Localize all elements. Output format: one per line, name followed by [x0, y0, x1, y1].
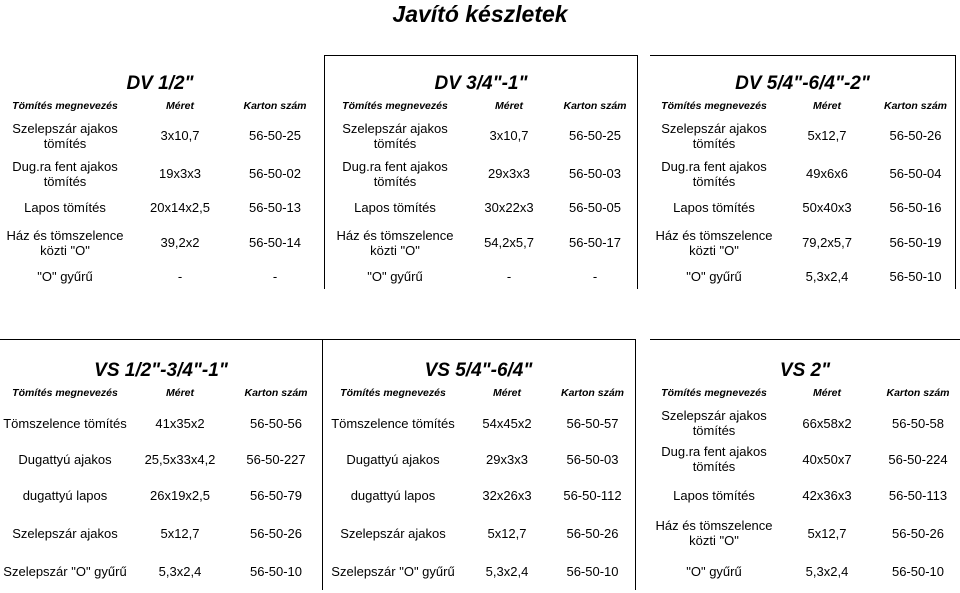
- part-name: Szelepszár "O" gyűrű: [331, 563, 455, 579]
- table-row: [0, 263, 320, 289]
- part-size: -: [506, 268, 512, 284]
- table-row: [650, 154, 955, 193]
- parts-table: [325, 95, 637, 289]
- part-name: Lapos tömítés: [673, 487, 755, 503]
- part-size: 42x36x3: [802, 487, 852, 503]
- part-code: -: [272, 268, 278, 284]
- part-name: Szelepszár ajakos tömítés: [661, 120, 767, 151]
- column-header-name: Tömítés megnevezés: [12, 387, 118, 399]
- panel-dv-five-quarter: [650, 55, 956, 289]
- table-row: [0, 476, 322, 514]
- table-row: [0, 222, 320, 263]
- part-size: 5x12,7: [160, 525, 200, 541]
- part-size: 49x6x6: [806, 166, 848, 181]
- column-header-size: Méret: [492, 387, 521, 399]
- part-name: Szelepszár ajakos: [12, 525, 118, 541]
- part-name: Dug.ra fent ajakos tömítés: [661, 158, 767, 189]
- panel-dv-half: [0, 73, 320, 289]
- part-size: 50x40x3: [802, 200, 852, 215]
- part-code: 56-50-16: [889, 200, 942, 215]
- part-size: 54,2x5,7: [484, 235, 534, 250]
- part-size: 32x26x3: [482, 487, 532, 503]
- part-code: 56-50-02: [248, 166, 302, 181]
- part-size: 20x14x2,5: [150, 200, 210, 215]
- panel-heading: VS 2": [779, 360, 831, 381]
- column-header-name: Tömítés megnevezés: [340, 387, 446, 399]
- part-code: 56-50-17: [568, 235, 622, 250]
- panel-heading: DV 1/2": [126, 73, 194, 94]
- table-row: [322, 404, 635, 442]
- column-header-name: Tömítés megnevezés: [12, 100, 118, 112]
- table-row: [650, 552, 960, 590]
- table-row: [322, 442, 635, 476]
- part-code: 56-50-03: [568, 166, 622, 181]
- table-row: [0, 154, 320, 193]
- parts-table: [650, 95, 955, 289]
- part-code: 56-50-10: [889, 268, 942, 284]
- part-name: Ház és tömszelence közti "O": [655, 227, 773, 258]
- part-size: 30x22x3: [484, 200, 534, 215]
- part-size: 5,3x2,4: [805, 268, 849, 284]
- table-row: [325, 117, 637, 154]
- table-row: [650, 117, 955, 154]
- parts-table: [322, 382, 635, 590]
- column-header-code: Karton szám: [563, 100, 627, 112]
- part-code: 56-50-10: [249, 563, 303, 579]
- part-code: 56-50-13: [248, 200, 302, 215]
- part-size: 5,3x2,4: [485, 563, 529, 579]
- part-size: 26x19x2,5: [150, 487, 210, 503]
- table-row: [0, 404, 322, 442]
- column-header-code: Karton szám: [244, 387, 308, 399]
- part-code: 56-50-58: [891, 415, 945, 431]
- column-header-code: Karton szám: [883, 100, 947, 112]
- part-size: 79,2x5,7: [802, 235, 852, 250]
- part-size: 39,2x2: [160, 235, 200, 250]
- table-row: [650, 514, 960, 552]
- part-code: 56-50-04: [889, 166, 942, 181]
- part-code: 56-50-79: [249, 487, 303, 503]
- part-name: Lapos tömítés: [354, 200, 436, 215]
- table-row: [322, 552, 635, 590]
- parts-table: [0, 95, 320, 289]
- part-name: Tömszelence tömítés: [331, 415, 455, 431]
- column-header-size: Méret: [812, 100, 841, 112]
- part-name: Dug.ra fent ajakos tömítés: [342, 158, 448, 189]
- part-code: -: [592, 268, 598, 284]
- part-size: 5x12,7: [487, 525, 527, 541]
- panel-heading: DV 3/4"-1": [434, 73, 528, 94]
- column-header-name: Tömítés megnevezés: [342, 100, 448, 112]
- part-code: 56-50-25: [568, 128, 622, 143]
- part-code: 56-50-112: [563, 487, 622, 503]
- part-name: dugattyú lapos: [350, 487, 436, 503]
- column-header-name: Tömítés megnevezés: [661, 100, 767, 112]
- part-name: Tömszelence tömítés: [3, 415, 127, 431]
- table-row: [650, 193, 955, 222]
- part-code: 56-50-14: [248, 235, 302, 250]
- column-header-code: Karton szám: [560, 387, 624, 399]
- column-header-size: Méret: [165, 100, 194, 112]
- panel-vs-two: [650, 339, 960, 590]
- table-row: [0, 514, 322, 552]
- part-size: 19x3x3: [159, 166, 201, 181]
- part-code: 56-50-25: [248, 128, 302, 143]
- part-name: Lapos tömítés: [673, 200, 755, 215]
- table-row: [325, 222, 637, 263]
- part-name: Szelepszár ajakos tömítés: [12, 120, 118, 151]
- column-header-size: Méret: [494, 100, 523, 112]
- part-size: 29x3x3: [486, 451, 528, 467]
- part-size: 3x10,7: [160, 128, 200, 143]
- part-code: 56-50-19: [889, 235, 942, 250]
- column-header-code: Karton szám: [886, 387, 950, 399]
- panel-heading: VS 5/4"-6/4": [424, 360, 533, 381]
- part-code: 56-50-26: [566, 525, 619, 541]
- part-size: 25,5x33x4,2: [144, 451, 216, 467]
- part-name: Dugattyú ajakos: [18, 451, 112, 467]
- part-code: 56-50-56: [249, 415, 303, 431]
- table-row: [650, 263, 955, 289]
- column-header-code: Karton szám: [243, 100, 307, 112]
- part-name: Lapos tömítés: [24, 200, 106, 215]
- part-code: 56-50-05: [568, 200, 622, 215]
- part-code: 56-50-03: [566, 451, 619, 467]
- panel-heading: VS 1/2"-3/4"-1": [94, 360, 228, 381]
- part-name: "O" gyűrű: [686, 563, 742, 579]
- panel-heading: DV 5/4"-6/4"-2": [735, 73, 870, 94]
- part-name: "O" gyűrű: [686, 268, 742, 284]
- part-name: Dugattyú ajakos: [346, 451, 440, 467]
- part-code: 56-50-26: [249, 525, 303, 541]
- table-row: [0, 117, 320, 154]
- table-row: [650, 442, 960, 476]
- part-size: 5,3x2,4: [158, 563, 202, 579]
- part-name: Szelepszár ajakos tömítés: [661, 408, 767, 438]
- part-name: Szelepszár "O" gyűrű: [3, 563, 127, 579]
- part-size: 5x12,7: [807, 525, 847, 541]
- part-size: 41x35x2: [155, 415, 205, 431]
- table-row: [322, 476, 635, 514]
- column-header-name: Tömítés megnevezés: [661, 387, 767, 399]
- part-name: Szelepszár ajakos tömítés: [342, 120, 448, 151]
- part-size: 54x45x2: [482, 415, 532, 431]
- parts-table: [650, 382, 960, 590]
- table-row: [650, 222, 955, 263]
- part-code: 56-50-26: [891, 525, 945, 541]
- part-code: 56-50-227: [246, 451, 306, 467]
- part-name: "O" gyűrű: [37, 268, 93, 284]
- part-name: Ház és tömszelence közti "O": [655, 518, 773, 548]
- part-code: 56-50-26: [889, 128, 942, 143]
- table-row: [650, 476, 960, 514]
- part-size: 29x3x3: [488, 166, 530, 181]
- part-code: 56-50-10: [891, 563, 945, 579]
- part-code: 56-50-113: [888, 487, 948, 503]
- part-code: 56-50-10: [566, 563, 619, 579]
- part-size: 5x12,7: [807, 128, 847, 143]
- table-row: [0, 442, 322, 476]
- table-row: [325, 154, 637, 193]
- part-size: 3x10,7: [489, 128, 529, 143]
- page-title: Javító készletek: [392, 1, 568, 27]
- part-name: Dug.ra fent ajakos tömítés: [661, 444, 767, 474]
- panel-vs-half: [0, 339, 323, 590]
- column-header-size: Méret: [812, 387, 841, 399]
- part-size: 40x50x7: [802, 451, 852, 467]
- part-name: Ház és tömszelence közti "O": [6, 227, 124, 258]
- part-name: Szelepszár ajakos: [340, 525, 446, 541]
- table-row: [322, 514, 635, 552]
- part-code: 56-50-57: [566, 415, 619, 431]
- panel-dv-three-quarter: [324, 55, 638, 289]
- part-name: Ház és tömszelence közti "O": [336, 227, 454, 258]
- panel-vs-five-quarter: [322, 339, 636, 590]
- table-row: [325, 193, 637, 222]
- parts-table: [0, 382, 322, 590]
- part-name: Dug.ra fent ajakos tömítés: [12, 158, 118, 189]
- table-row: [650, 404, 960, 442]
- table-row: [0, 193, 320, 222]
- part-size: -: [177, 268, 183, 284]
- table-row: [325, 263, 637, 289]
- table-row: [0, 552, 322, 590]
- column-header-size: Méret: [165, 387, 194, 399]
- part-code: 56-50-224: [888, 451, 948, 467]
- part-name: dugattyú lapos: [22, 487, 108, 503]
- part-size: 5,3x2,4: [805, 563, 849, 579]
- part-size: 66x58x2: [802, 415, 852, 431]
- part-name: "O" gyűrű: [367, 268, 423, 284]
